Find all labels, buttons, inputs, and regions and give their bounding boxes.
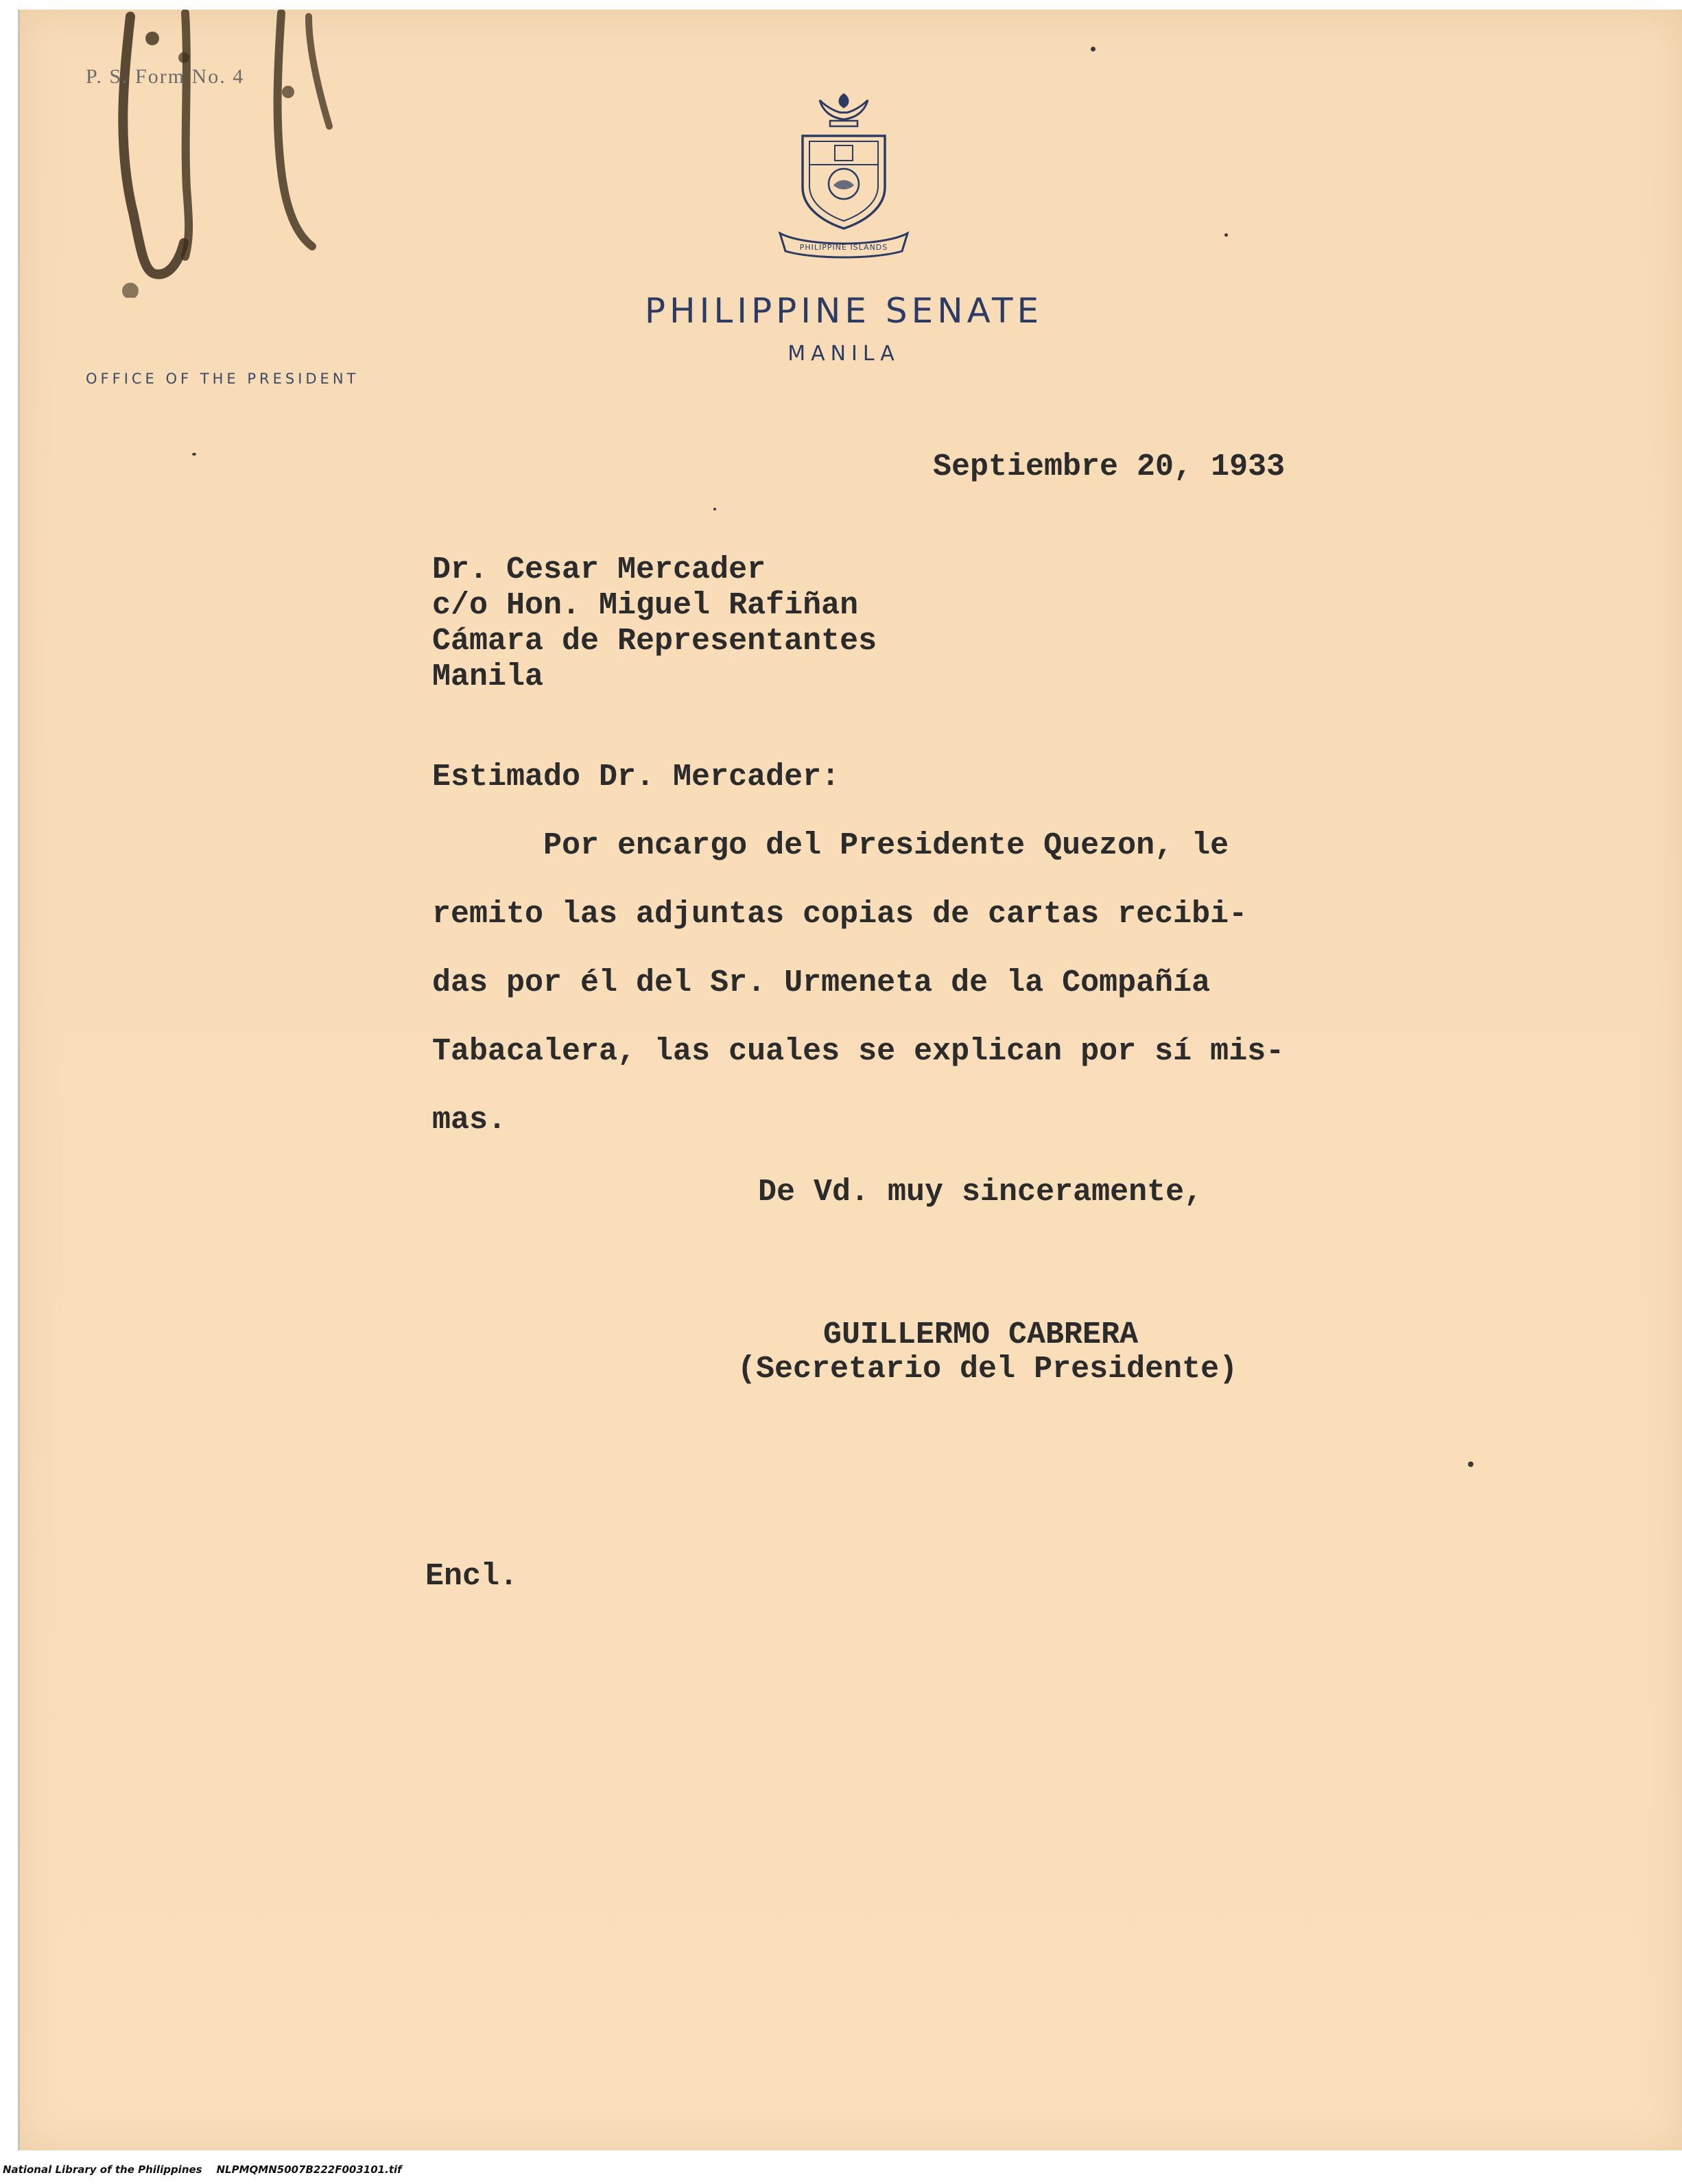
body-line: Tabacalera, las cuales se explican por sí mis- [432,1034,1285,1069]
address-line: Dr. Cesar Mercader [432,552,766,587]
address-line: c/o Hon. Miguel Rafiñan [432,588,859,623]
enclosure-note: Encl. [425,1559,519,1594]
letter-sheet [18,10,1682,2150]
archive-footer-note: National Library of the Philippines NLPMQMN5007B222F003101.tif [3,2163,402,2176]
body-line: das por él del Sr. Urmeneta de la Compañía [432,965,1211,1000]
signer-title: (Secretario del Presidente) [737,1352,1238,1387]
speck [192,453,196,456]
closing: De Vd. muy sinceramente, [758,1175,1203,1210]
body-line: remito las adjuntas copias de cartas recibi- [432,897,1248,932]
senate-title: PHILIPPINE SENATE [644,291,1043,331]
speck [1224,233,1228,237]
salutation: Estimado Dr. Mercader: [432,760,840,795]
senate-seal-icon [772,88,916,259]
form-number: P. S. Form No. 4 [86,65,245,88]
speck [713,508,716,510]
senate-city: MANILA [787,342,900,366]
letter-date: Septiembre 20, 1933 [933,449,1286,484]
speck [1091,47,1095,51]
body-line: mas. [432,1103,507,1138]
address-line: Cámara de Representantes [432,624,877,659]
signer-name: GUILLERMO CABRERA [823,1317,1139,1352]
office-of-the-president: OFFICE OF THE PRESIDENT [86,371,359,387]
seal-ribbon-text: PHILIPPINE ISLANDS [799,243,888,252]
speck [1468,1461,1473,1467]
body-line: Por encargo del Presidente Quezon, le [432,828,1229,863]
ink-stains [103,10,364,298]
address-line: Manila [432,659,544,694]
